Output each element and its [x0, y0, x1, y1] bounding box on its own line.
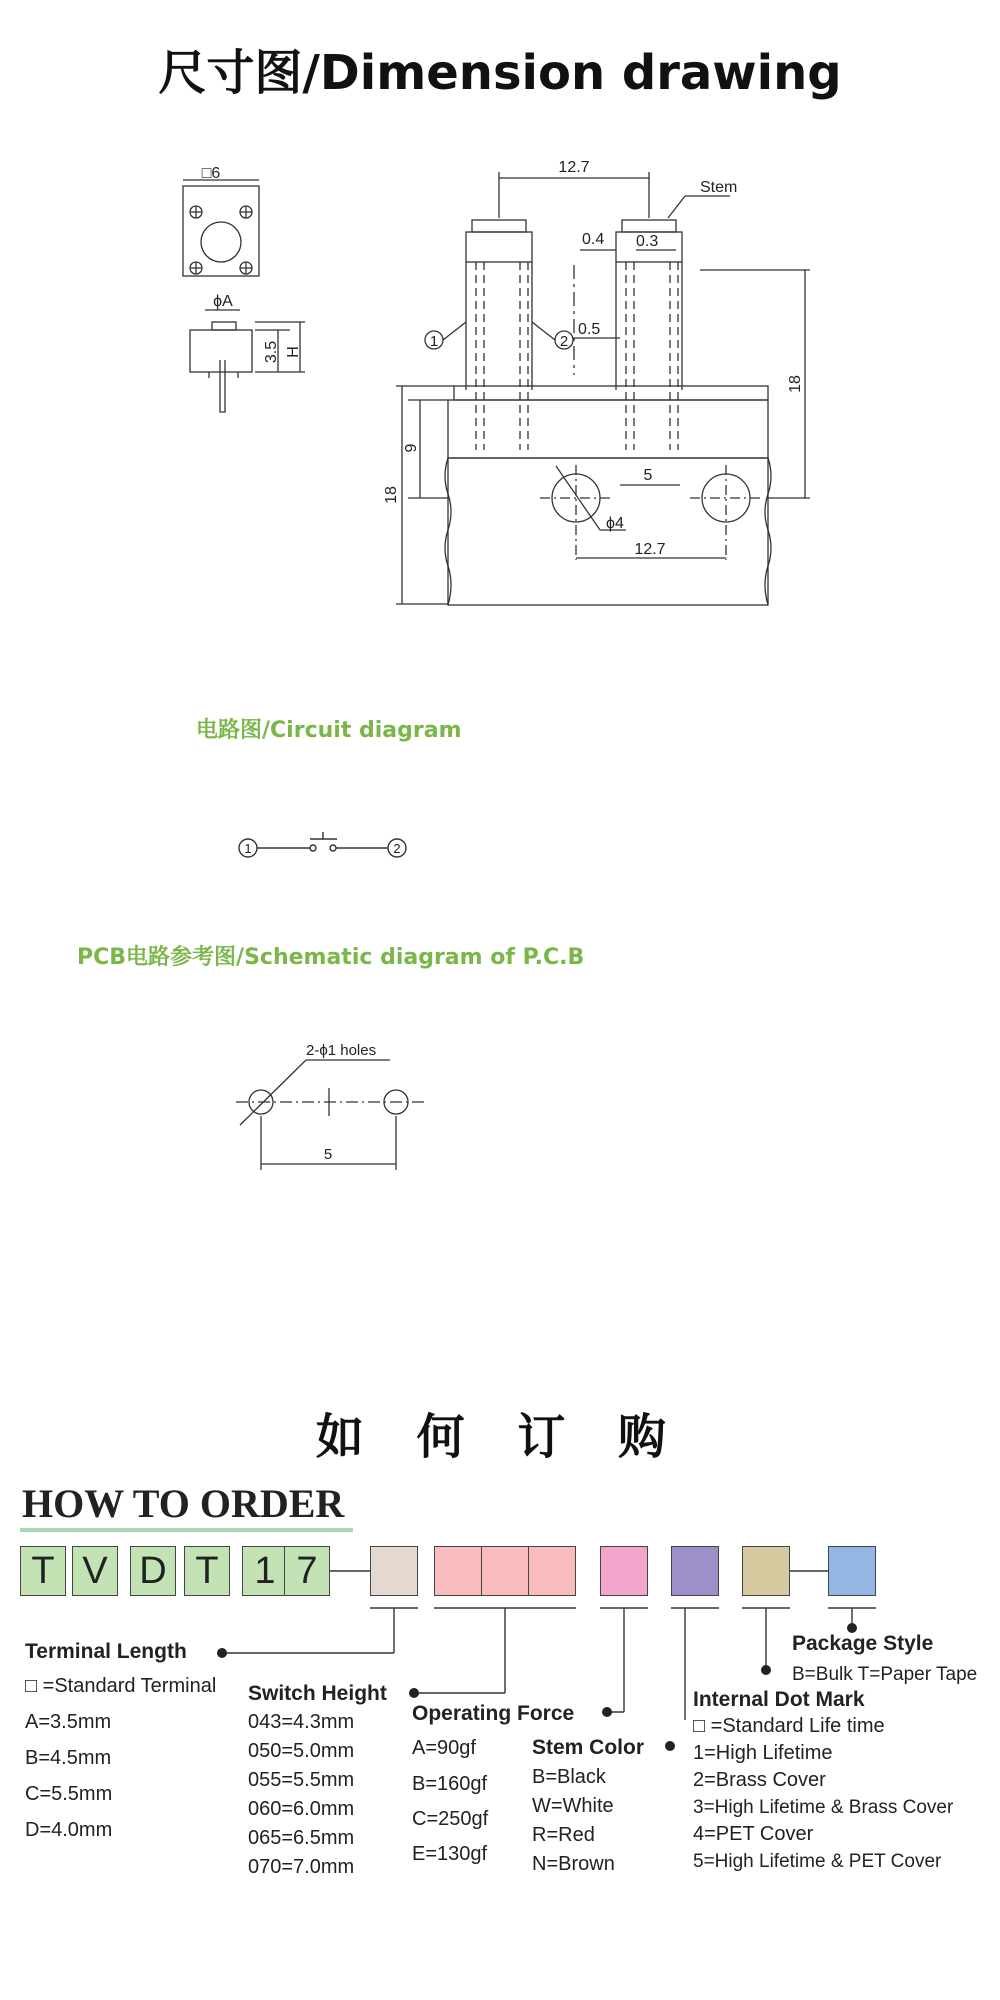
- circuit-pin2: 2: [393, 841, 401, 856]
- dim-0.5: 0.5: [578, 321, 601, 338]
- height-option-2: 055=5.5mm: [248, 1769, 355, 1791]
- dot-option-4: 4=PET Cover: [693, 1823, 814, 1845]
- pcb-holes-label: 2-ϕ1 holes: [306, 1042, 377, 1059]
- switch-height-title: Switch Height: [248, 1682, 387, 1705]
- package-option-0: B=Bulk T=Paper Tape: [792, 1664, 978, 1685]
- dim-12.7-bottom: 12.7: [634, 541, 666, 558]
- dot-option-2: 2=Brass Cover: [693, 1769, 826, 1791]
- pcb-heading: PCB电路参考图/Schematic diagram of P.C.B: [77, 945, 585, 970]
- stem-option-1: W=White: [532, 1795, 614, 1817]
- page-title: 尺寸图/Dimension drawing: [158, 45, 842, 101]
- force-option-3: E=130gf: [412, 1843, 488, 1865]
- stem-label: Stem: [700, 179, 738, 196]
- square-dim-label: □6: [201, 165, 221, 182]
- dot-option-0: □ =Standard Life time: [693, 1715, 885, 1737]
- dim-0.3: 0.3: [636, 233, 659, 250]
- force-option-0: A=90gf: [412, 1737, 476, 1759]
- height-option-0: 043=4.3mm: [248, 1711, 355, 1733]
- code-box-2: V: [72, 1546, 118, 1596]
- height-option-1: 050=5.0mm: [248, 1740, 355, 1762]
- pin1-callout: 1: [429, 333, 439, 350]
- terminal-option-3: C=5.5mm: [25, 1783, 113, 1805]
- pcb-dim-5: 5: [323, 1146, 333, 1163]
- dim-9: 9: [403, 443, 420, 453]
- dim-18-right: 18: [787, 375, 804, 393]
- dim-3.5: 3.5: [263, 340, 280, 364]
- order-heading-cn: 如 何 订 购: [315, 1409, 685, 1465]
- circuit-heading: 电路图/Circuit diagram: [196, 718, 462, 743]
- package-style-title: Package Style: [792, 1632, 934, 1655]
- dim-5: 5: [643, 467, 653, 484]
- side-view-small: [190, 310, 305, 412]
- dimension-drawing: [0, 0, 1000, 620]
- stem-option-2: R=Red: [532, 1824, 595, 1846]
- terminal-length-title: Terminal Length: [25, 1640, 187, 1663]
- terminal-option-4: D=4.0mm: [25, 1819, 113, 1841]
- dim-H: H: [285, 346, 302, 358]
- dot-option-1: 1=High Lifetime: [693, 1742, 833, 1764]
- terminal-option-0: □ =Standard Terminal: [25, 1675, 217, 1697]
- circuit-diagram: [0, 820, 1000, 880]
- pin2-callout: 2: [559, 333, 569, 350]
- heading-underline: [20, 1528, 353, 1532]
- height-option-3: 060=6.0mm: [248, 1798, 355, 1820]
- pcb-diagram: [0, 1030, 1000, 1180]
- dim-0.4: 0.4: [582, 231, 605, 248]
- circuit-pin1: 1: [244, 841, 252, 856]
- code-box-4: T: [184, 1546, 230, 1596]
- force-option-1: B=160gf: [412, 1773, 488, 1795]
- top-view: [183, 180, 259, 276]
- force-option-2: C=250gf: [412, 1808, 489, 1830]
- code-box-3: D: [130, 1546, 176, 1596]
- terminal-option-1: A=3.5mm: [25, 1711, 112, 1733]
- dim-12.7-top: 12.7: [558, 159, 590, 176]
- order-heading-en: HOW TO ORDER: [22, 1481, 345, 1526]
- code-box-6: 7: [284, 1546, 330, 1596]
- phiA-label: ϕA: [213, 293, 233, 310]
- operating-force-title: Operating Force: [412, 1702, 575, 1725]
- terminal-option-2: B=4.5mm: [25, 1747, 112, 1769]
- dot-option-3: 3=High Lifetime & Brass Cover: [693, 1797, 954, 1818]
- dot-option-5: 5=High Lifetime & PET Cover: [693, 1851, 942, 1872]
- phi4-label: ϕ4: [606, 515, 624, 532]
- height-option-5: 070=7.0mm: [248, 1856, 355, 1878]
- stem-color-title: Stem Color: [532, 1736, 645, 1759]
- code-box-1: T: [20, 1546, 66, 1596]
- code-box-5: 1: [242, 1546, 288, 1596]
- height-option-4: 065=6.5mm: [248, 1827, 355, 1849]
- stem-option-3: N=Brown: [532, 1853, 615, 1875]
- dim-18-left: 18: [383, 486, 400, 504]
- stem-option-0: B=Black: [532, 1766, 606, 1788]
- dot-mark-title: Internal Dot Mark: [693, 1688, 865, 1711]
